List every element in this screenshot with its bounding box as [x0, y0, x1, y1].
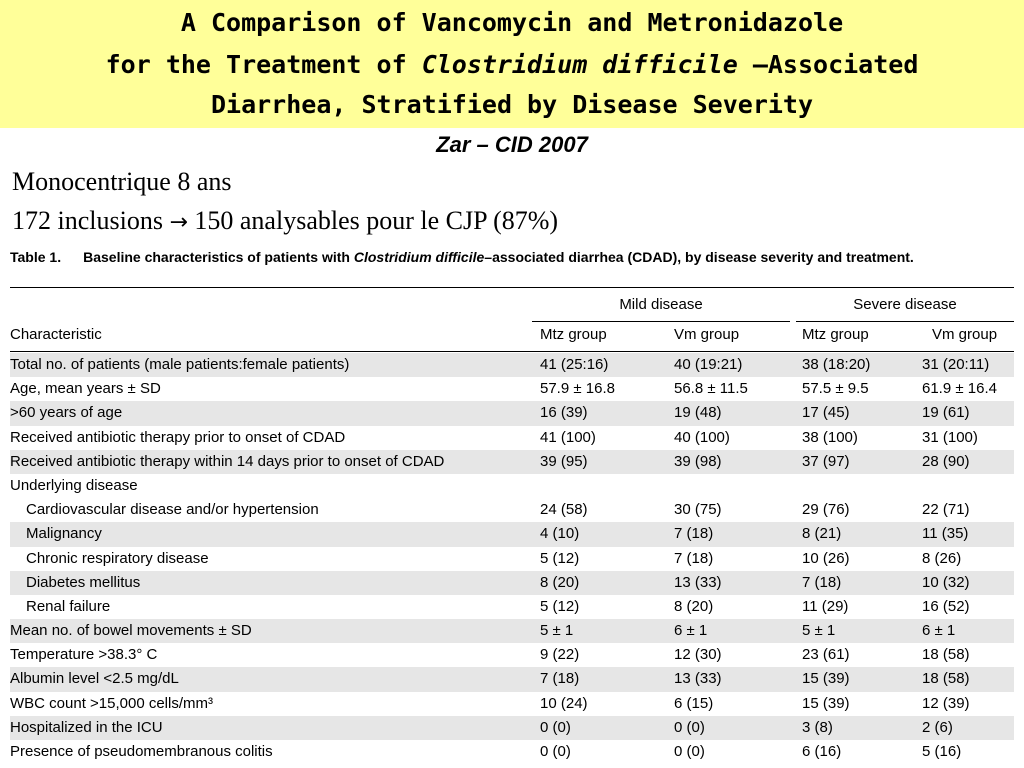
intro-analysable: 150 analysables pour le CJP (87%) [187, 206, 559, 235]
table-row [10, 450, 1014, 474]
table-body [10, 353, 1014, 764]
cell-value: 37 (97) [802, 452, 850, 470]
title-banner [0, 0, 1024, 128]
row-label: Diabetes mellitus [26, 573, 141, 591]
cell-value: 19 (61) [922, 404, 970, 422]
row-label: Presence of pseudomembranous colitis [10, 743, 273, 760]
group-rule-mild [532, 321, 790, 322]
table-row [10, 498, 1014, 522]
cell-value: 17 (45) [802, 404, 850, 422]
row-label: Age, mean years ± SD [10, 380, 161, 398]
cell-value: 8 (20) [674, 597, 714, 615]
cell-value: 16 (52) [922, 597, 970, 615]
group-header-severe: Severe disease [853, 296, 957, 313]
table-row [10, 353, 1014, 377]
table-row [10, 377, 1014, 401]
cell-value: 28 (90) [922, 452, 970, 470]
cell-value: 56.8 ± 11.5 [674, 380, 748, 398]
cell-value: 11 (35) [922, 525, 969, 543]
table-row [10, 474, 1014, 498]
cell-value: 5 ± 1 [540, 622, 574, 640]
cell-value: 7 (18) [674, 525, 714, 543]
cell-value: 13 (33) [674, 573, 722, 591]
row-label: Renal failure [26, 597, 111, 615]
cell-value: 6 (15) [674, 694, 714, 712]
cell-value: 8 (26) [922, 549, 962, 567]
cell-value: 40 (100) [674, 428, 730, 446]
cell-value: 57.5 ± 9.5 [802, 380, 869, 398]
row-label: Albumin level <2.5 mg/dL [10, 670, 179, 688]
cell-value: 7 (18) [674, 549, 714, 567]
cell-value: 41 (25:16) [540, 356, 609, 373]
column-header-severe-mtz: Mtz group [802, 326, 869, 343]
column-header-mild-mtz: Mtz group [540, 326, 607, 343]
row-label: Mean no. of bowel movements ± SD [10, 622, 252, 640]
cell-value: 41 (100) [540, 428, 596, 446]
cell-value: 0 (0) [674, 743, 705, 760]
cell-value: 23 (61) [802, 646, 850, 664]
cell-value: 57.9 ± 16.8 [540, 380, 615, 398]
table-row [10, 692, 1014, 716]
table-row [10, 667, 1014, 691]
citation-subtitle: Zar – CID 2007 [436, 132, 588, 157]
cell-value: 61.9 ± 16.4 [922, 380, 997, 398]
row-label: Total no. of patients (male patients:female patients) [10, 356, 350, 373]
table-row [10, 619, 1014, 643]
row-label: WBC count >15,000 cells/mm³ [10, 694, 213, 712]
row-label: Chronic respiratory disease [26, 549, 209, 567]
cell-value: 2 (6) [922, 718, 953, 736]
column-header-severe-vm: Vm group [932, 326, 998, 343]
cell-value: 15 (39) [802, 670, 850, 688]
cell-value: 6 ± 1 [922, 622, 956, 640]
cell-value: 16 (39) [540, 404, 588, 422]
cell-value: 10 (32) [922, 573, 970, 591]
table-top-rule [10, 287, 1014, 288]
column-header-characteristic: Characteristic [10, 326, 102, 343]
title-line-2-end: –Associated [737, 50, 919, 79]
cell-value: 3 (8) [802, 718, 833, 736]
row-label: Temperature >38.3° C [10, 646, 158, 664]
cell-value: 12 (30) [674, 646, 722, 664]
cell-value: 19 (48) [674, 404, 722, 422]
cell-value: 22 (71) [922, 501, 970, 519]
table-caption [10, 249, 914, 265]
cell-value: 8 (21) [802, 525, 842, 543]
cell-value: 5 (16) [922, 743, 962, 760]
cell-value: 6 (16) [802, 743, 842, 760]
row-label: Received antibiotic therapy prior to onset of CDAD [10, 428, 346, 446]
table-caption-text-end: –associated diarrhea (CDAD), by disease severity and treatment. [484, 249, 914, 265]
table-row [10, 571, 1014, 595]
row-label: Cardiovascular disease and/or hypertension [26, 501, 319, 519]
cell-value: 31 (20:11) [922, 356, 990, 373]
cell-value: 15 (39) [802, 694, 850, 712]
cell-value: 9 (22) [540, 646, 580, 664]
cell-value: 7 (18) [540, 670, 580, 688]
cell-value: 5 (12) [540, 597, 580, 615]
title-line-2-start: for the Treatment of [105, 50, 422, 79]
intro-inclusions: 172 inclusions [12, 206, 170, 235]
title-organism-name: Clostridium difficile [421, 50, 738, 79]
cell-value: 6 ± 1 [674, 622, 708, 640]
row-label: Hospitalized in the ICU [10, 718, 163, 736]
cell-value: 5 (12) [540, 549, 580, 567]
cell-value: 39 (95) [540, 452, 588, 470]
table-row [10, 426, 1014, 450]
cell-value: 5 ± 1 [802, 622, 836, 640]
right-arrow-icon: → [169, 210, 188, 235]
title-line-3: Diarrhea, Stratified by Disease Severity [210, 90, 814, 119]
cell-value: 0 (0) [674, 718, 705, 736]
cell-value: 18 (58) [922, 646, 970, 664]
column-header-mild-vm: Vm group [674, 326, 740, 343]
cell-value: 31 (100) [922, 428, 978, 446]
cell-value: 18 (58) [922, 670, 970, 688]
cell-value: 0 (0) [540, 743, 571, 760]
table-row [10, 643, 1014, 667]
row-label: >60 years of age [10, 404, 123, 422]
cell-value: 38 (100) [802, 428, 858, 446]
row-label: Received antibiotic therapy within 14 days prior to onset of CDAD [10, 452, 445, 470]
table-caption-organism: Clostridium difficile [353, 249, 485, 265]
table-caption-text-start: Baseline characteristics of patients with [83, 249, 354, 265]
title-line-2 [0, 48, 1024, 82]
table-row [10, 740, 1014, 764]
cell-value: 11 (29) [802, 597, 849, 615]
title-line-1: A Comparison of Vancomycin and Metronidazole [180, 8, 844, 37]
table-row [10, 716, 1014, 740]
cell-value: 39 (98) [674, 452, 722, 470]
row-label: Underlying disease [10, 476, 138, 494]
table-row [10, 522, 1014, 546]
cell-value: 12 (39) [922, 694, 970, 712]
cell-value: 10 (24) [540, 694, 588, 712]
group-header-mild: Mild disease [619, 296, 703, 313]
table-caption-label: Table 1. [10, 249, 62, 265]
cell-value: 0 (0) [540, 718, 571, 736]
cell-value: 40 (19:21) [674, 356, 743, 373]
table-row [10, 595, 1014, 619]
cell-value: 30 (75) [674, 501, 722, 519]
cell-value: 7 (18) [802, 573, 842, 591]
table-header-rule [10, 351, 1014, 352]
group-rule-severe [796, 321, 1014, 322]
cell-value: 4 (10) [540, 525, 580, 543]
intro-line-2 [12, 205, 558, 239]
row-label: Malignancy [26, 525, 102, 543]
cell-value: 38 (18:20) [802, 356, 871, 373]
cell-value: 13 (33) [674, 670, 722, 688]
cell-value: 24 (58) [540, 501, 588, 519]
cell-value: 29 (76) [802, 501, 850, 519]
cell-value: 10 (26) [802, 549, 850, 567]
intro-line-1: Monocentrique 8 ans [12, 167, 232, 196]
column-header-row [10, 326, 1014, 348]
cell-value: 8 (20) [540, 573, 580, 591]
table-row [10, 547, 1014, 571]
table-row [10, 401, 1014, 425]
